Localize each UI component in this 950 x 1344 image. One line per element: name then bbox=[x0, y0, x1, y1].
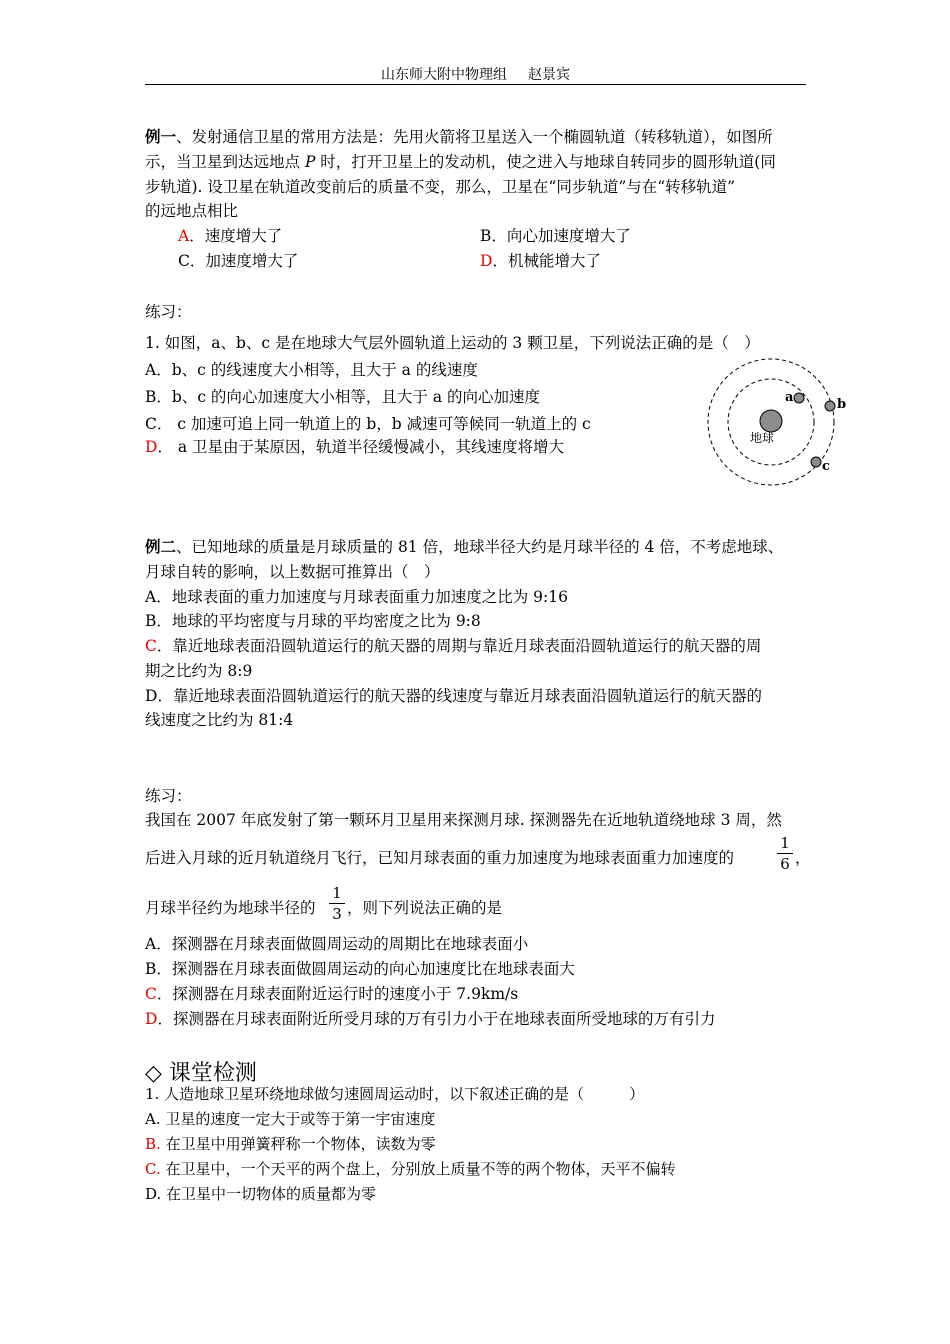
prac2-line1: 我国在 2007 年底发射了第一颗环月卫星用来探测月球. 探测器先在近地轨道绕地球 3 周，然 bbox=[145, 811, 782, 829]
check-option-b: B. 在卫星中用弹簧秤称一个物体，读数为零 bbox=[145, 1135, 436, 1153]
prac2-option-c: C．探测器在月球表面附近运行时的速度小于 7.9km/s bbox=[145, 985, 519, 1003]
prac1-option-b: B．b、c 的向心加速度大小相等，且大于 a 的向心加速度 bbox=[145, 388, 541, 406]
header-school: 山东师大附中物理组 bbox=[381, 67, 507, 83]
ex1-line4: 的远地点相比 bbox=[145, 202, 239, 220]
earth-circle bbox=[760, 410, 782, 432]
check-option-a: A. 卫星的速度一定大于或等于第一宇宙速度 bbox=[145, 1110, 436, 1128]
orbit-diagram bbox=[700, 352, 860, 492]
prac1-question: 1. 如图，a、b、c 是在地球大气层外圆轨道上运动的 3 颗卫星，下列说法正确的是（ ） bbox=[145, 334, 760, 352]
prac1-label: 练习： bbox=[145, 303, 192, 321]
ex2-label: 例二 bbox=[145, 537, 177, 556]
ex2-line1: 例二、已知地球的质量是月球质量的 81 倍，地球半径大约是月球半径的 4 倍，不考虑地球、 bbox=[145, 537, 784, 556]
ex1-option-d: D．机械能增大了 bbox=[480, 252, 601, 270]
prac2-line3b: ，则下列说法正确的是 bbox=[347, 899, 503, 917]
ex2-option-d: D．靠近地球表面沿圆轨道运行的航天器的线速度与靠近月球表面沿圆轨道运行的航天器的 bbox=[145, 687, 762, 705]
check-question: 1. 人造地球卫星环绕地球做匀速圆周运动时，以下叙述正确的是（ ） bbox=[145, 1085, 645, 1103]
header-author: 赵景宾 bbox=[528, 67, 570, 83]
prac1-option-a: A．b、c 的线速度大小相等，且大于 a 的线速度 bbox=[145, 361, 478, 379]
fraction-one-sixth: 1 6 bbox=[777, 834, 793, 873]
ex2-option-c-cont: 期之比约为 8:9 bbox=[145, 662, 253, 680]
prac2-line2: 后进入月球的近月轨道绕月飞行，已知月球表面的重力加速度为地球表面重力加速度的 bbox=[145, 849, 735, 867]
prac2-option-d: D．探测器在月球表面附近所受月球的万有引力小于在地球表面所受地球的万有引力 bbox=[145, 1010, 716, 1028]
satellite-c bbox=[811, 457, 821, 467]
satellite-a-label: a bbox=[785, 390, 794, 405]
page-header bbox=[145, 64, 806, 85]
earth-label: 地球 bbox=[750, 431, 775, 445]
satellite-b-label: b bbox=[837, 397, 847, 412]
ex2-line2: 月球自转的影响，以上数据可推算出（ ） bbox=[145, 563, 440, 581]
ex1-option-b: B．向心加速度增大了 bbox=[480, 227, 631, 245]
prac1-option-c: C． c 加速可追上同一轨道上的 b，b 减速可等候同一轨道上的 c bbox=[145, 415, 591, 433]
check-option-c: C. 在卫星中，一个天平的两个盘上，分别放上质量不等的两个物体，天平不偏转 bbox=[145, 1160, 676, 1178]
fraction-one-third: 1 3 bbox=[329, 884, 345, 923]
ex1-label: 例一 bbox=[145, 127, 177, 146]
ex1-option-a: A．速度增大了 bbox=[178, 227, 283, 245]
ex1-option-c: C．加速度增大了 bbox=[178, 252, 299, 270]
prac2-line2-end: ， bbox=[795, 849, 811, 867]
ex2-option-c: C．靠近地球表面沿圆轨道运行的航天器的周期与靠近月球表面沿圆轨道运行的航天器的周 bbox=[145, 637, 762, 655]
ex2-option-d-cont: 线速度之比约为 81:4 bbox=[145, 711, 294, 729]
check-option-d: D. 在卫星中一切物体的质量都为零 bbox=[145, 1185, 377, 1203]
ex1-line1: 例一、发射通信卫星的常用方法是：先用火箭将卫星送入一个椭圆轨道（转移轨道），如图所 bbox=[145, 127, 773, 146]
prac2-label: 练习： bbox=[145, 787, 192, 805]
ex1-line2: 示，当卫星到达远地点 P 时，打开卫星上的发动机，使之进入与地球自转同步的圆形轨道(同 bbox=[145, 153, 776, 171]
prac1-option-d: D． a 卫星由于某原因，轨道半径缓慢减小，其线速度将增大 bbox=[145, 438, 565, 456]
satellite-c-label: c bbox=[822, 459, 830, 474]
ex2-option-a: A．地球表面的重力加速度与月球表面重力加速度之比为 9:16 bbox=[145, 588, 568, 606]
prac2-line3a: 月球半径约为地球半径的 bbox=[145, 899, 316, 917]
prac2-option-b: B．探测器在月球表面做圆周运动的向心加速度比在地球表面大 bbox=[145, 960, 575, 978]
satellite-a bbox=[794, 393, 804, 403]
satellite-b bbox=[825, 401, 835, 411]
ex1-line3: 步轨道). 设卫星在轨道改变前后的质量不变，那么，卫星在“同步轨道”与在“转移轨道” bbox=[145, 178, 736, 196]
section-title: ◇ 课堂检测 bbox=[145, 1061, 257, 1086]
ex2-option-b: B．地球的平均密度与月球的平均密度之比为 9:8 bbox=[145, 612, 481, 630]
prac2-option-a: A．探测器在月球表面做圆周运动的周期比在地球表面小 bbox=[145, 935, 529, 953]
